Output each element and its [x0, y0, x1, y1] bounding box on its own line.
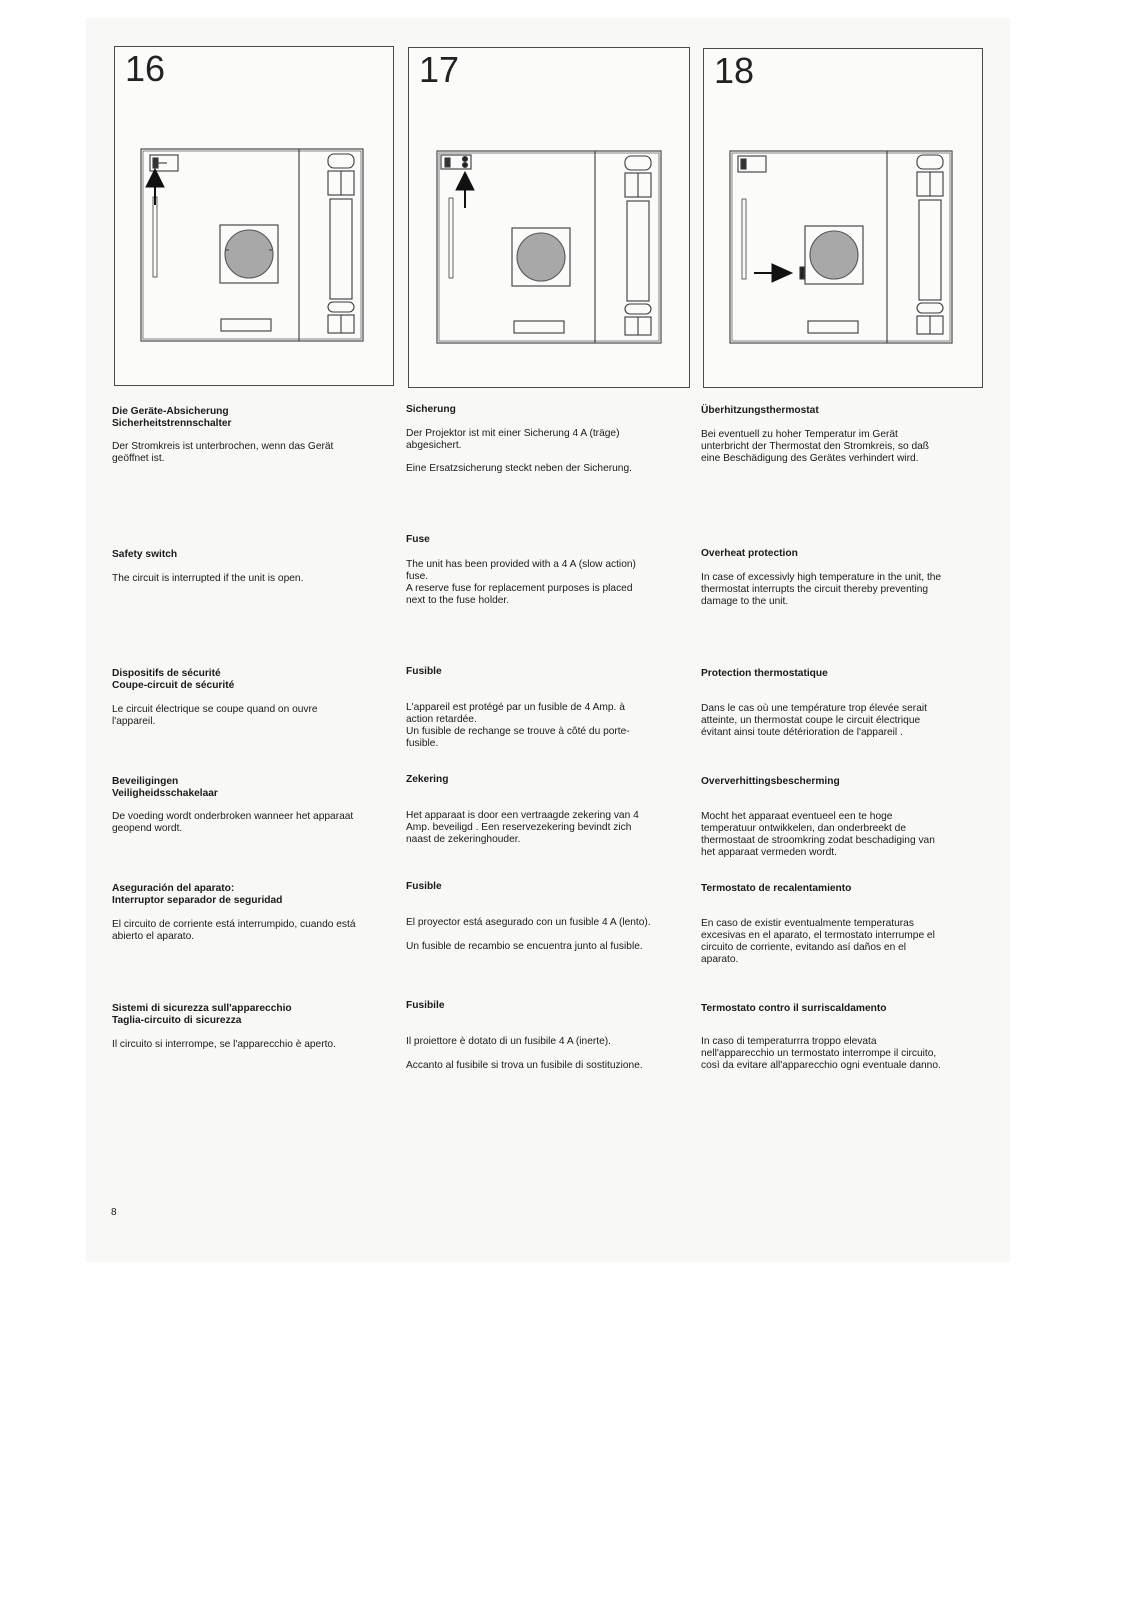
figure-panel-16 [114, 46, 394, 386]
section-heading-it: Sistemi di sicurezza sull'apparecchio Taglia-circuito di sicurezza [112, 1003, 292, 1026]
section-heading-nl: Oververhittingsbescherming [701, 776, 840, 787]
section-text-nl: Mocht het apparaat eventueel een te hoge temperatuur ontwikkelen, dan onderbreekt de thermostaat de stroomkring zodat beschadiging van het apparaat vermeden wordt. [701, 811, 935, 858]
section-heading-fr: Fusible [406, 666, 442, 677]
figure-number: 17 [419, 49, 460, 90]
section-text-en: The unit has been provided with a 4 A (slow action) fuse. A reserve fuse for replacement purposes is placed next to the fuse holder. [406, 559, 636, 606]
figure-number: 16 [125, 48, 166, 89]
section-text-it: Il proiettore è dotato di un fusibile 4 A (inerte). [406, 1036, 612, 1047]
section-heading-es: Aseguración del aparato: Interruptor separador de seguridad [112, 883, 283, 906]
section-heading-en: Fuse [406, 534, 430, 545]
section-heading-nl: Zekering [406, 774, 449, 785]
section-heading-fr: Dispositifs de sécurité Coupe-circuit de sécurité [112, 668, 235, 691]
overheat-thermostat-diagram-icon [704, 49, 984, 389]
section-text-de: Der Projektor ist mit einer Sicherung 4 A (träge) abgesichert. [406, 428, 620, 451]
section-heading-it: Termostato contro il surriscaldamento [701, 1003, 887, 1014]
section-text-nl: De voeding wordt onderbroken wanneer het apparaat geopend wordt. [112, 811, 354, 834]
section-text-it-2: Accanto al fusibile si trova un fusibile di sostituzione. [406, 1060, 643, 1071]
section-heading-nl: Beveiligingen Veiligheidsschakelaar [112, 776, 218, 799]
section-heading-es: Fusible [406, 881, 442, 892]
section-heading-en: Safety switch [112, 549, 178, 560]
section-heading-de: Überhitzungsthermostat [701, 405, 819, 416]
section-heading-de: Die Geräte-Absicherung Sicherheitstrennschalter [112, 406, 232, 429]
section-text-fr: Le circuit électrique se coupe quand on ouvre l'appareil. [112, 704, 318, 727]
section-text-de-2: Eine Ersatzsicherung steckt neben der Sicherung. [406, 463, 632, 474]
section-text-nl: Het apparaat is door een vertraagde zekering van 4 Amp. beveiligd . Een reservezekering bevindt zich naast de zekeringhouder. [406, 810, 639, 845]
section-text-fr: Dans le cas où une température trop élevée serait atteinte, un thermostat coupe le circuit électrique évitant ainsi toute détérioration de l'appareil . [701, 703, 927, 738]
section-text-de: Der Stromkreis ist unterbrochen, wenn das Gerät geöffnet ist. [112, 441, 334, 464]
section-text-es: El circuito de corriente está interrumpido, cuando está abierto el aparato. [112, 919, 356, 942]
section-text-es: El proyector está asegurado con un fusible 4 A (lento). [406, 917, 651, 928]
page-number: 8 [111, 1207, 117, 1218]
fuse-diagram-icon [409, 48, 691, 389]
section-heading-fr: Protection thermostatique [701, 668, 828, 679]
section-heading-it: Fusibile [406, 1000, 445, 1011]
section-heading-es: Termostato de recalentamiento [701, 883, 852, 894]
figure-number: 18 [714, 50, 755, 91]
safety-switch-diagram-icon [115, 47, 395, 387]
section-text-it: In caso di temperaturrra troppo elevata nell'apparecchio un termostato interrompe il circuito, così da evitare all'apparecchio ogni eventuale danno. [701, 1036, 941, 1071]
section-text-fr: L'appareil est protégé par un fusible de 4 Amp. à action retardée. Un fusible de rechange se trouve à côté du porte- fusible. [406, 702, 630, 749]
section-text-es-2: Un fusible de recambio se encuentra junto al fusible. [406, 941, 643, 952]
figure-panel-17 [408, 47, 690, 388]
section-text-de: Bei eventuell zu hoher Temperatur im Gerät unterbricht der Thermostat den Stromkreis, so daß eine Beschädigung des Gerätes verhindert wird. [701, 429, 929, 464]
section-text-en: The circuit is interrupted if the unit is open. [112, 573, 304, 584]
section-heading-de: Sicherung [406, 404, 456, 415]
section-text-en: In case of excessivly high temperature in the unit, the thermostat interrupts the circuit thereby preventing damage to the unit. [701, 572, 942, 607]
section-heading-en: Overheat protection [701, 548, 798, 559]
figure-panel-18 [703, 48, 983, 388]
section-text-es: En caso de existir eventualmente temperaturas excesivas en el aparato, el termostato interrumpe el circuito de corriente, evitando así daños en el aparato. [701, 918, 935, 965]
section-text-it: Il circuito si interrompe, se l'apparecchio è aperto. [112, 1039, 336, 1050]
